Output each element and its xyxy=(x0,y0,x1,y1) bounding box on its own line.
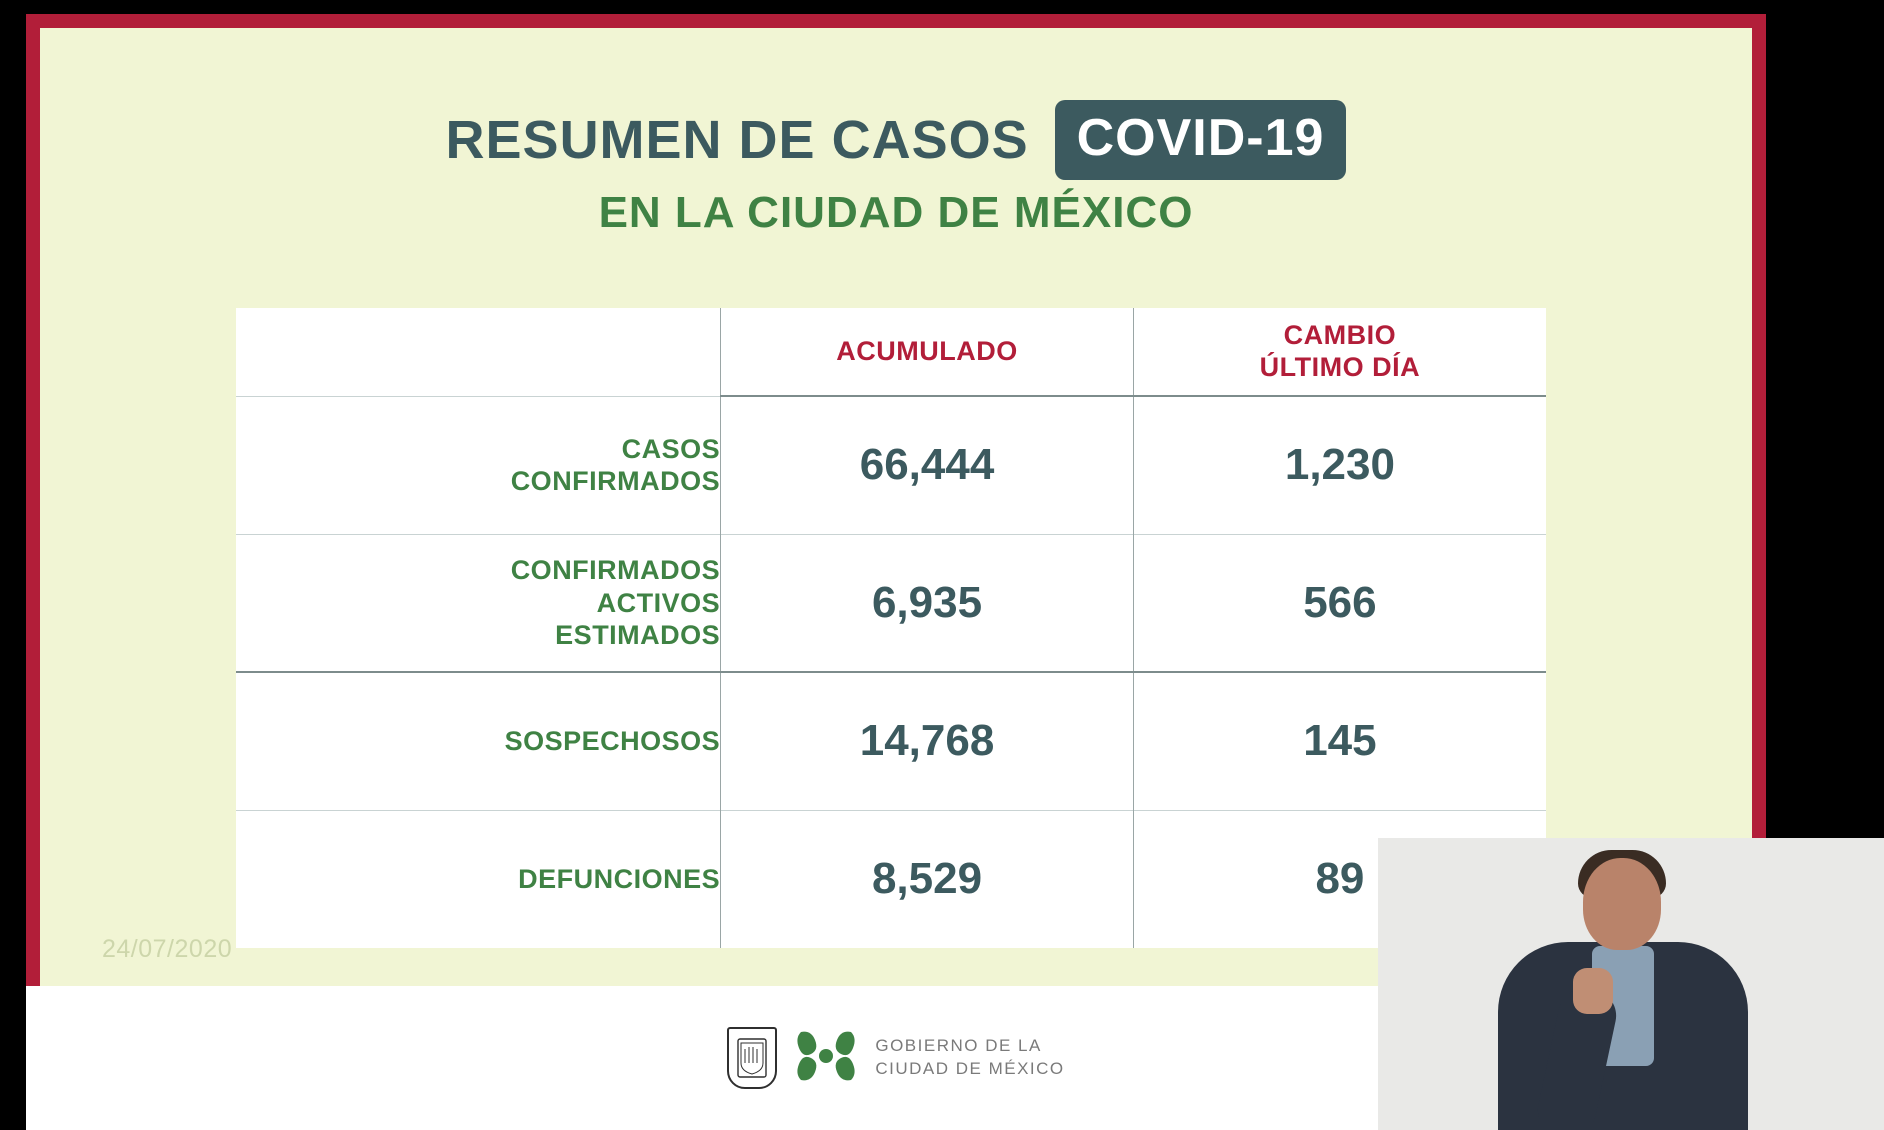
page-subtitle: EN LA CIUDAD DE MÉXICO xyxy=(598,188,1194,237)
header-acumulado: ACUMULADO xyxy=(721,308,1134,396)
header-cambio-line1: CAMBIO xyxy=(1283,320,1397,351)
row-label-line2: ACTIVOS xyxy=(596,587,721,618)
table-row xyxy=(236,396,1546,534)
value-confirmados-activos-acumulado: 6,935 xyxy=(721,534,1134,672)
footer-line2: CIUDAD DE MÉXICO xyxy=(875,1059,1065,1078)
value-sospechosos-cambio: 145 xyxy=(1133,672,1546,810)
footer-government-text xyxy=(875,1035,1064,1081)
footer-line1: GOBIERNO DE LA xyxy=(875,1036,1042,1056)
row-label-line1: CONFIRMADOS xyxy=(510,555,721,586)
row-label-line1: DEFUNCIONES xyxy=(518,864,721,895)
header-cambio-line2: ÚLTIMO DÍA xyxy=(1259,351,1421,382)
cdmx-shield-icon xyxy=(727,1027,777,1089)
row-label-line3: ESTIMADOS xyxy=(555,619,721,650)
table-row xyxy=(236,810,1546,948)
value-casos-confirmados-cambio: 1,230 xyxy=(1133,396,1546,534)
summary-table-panel xyxy=(236,308,1546,948)
row-label-casos-confirmados xyxy=(236,396,721,534)
value-casos-confirmados-acumulado: 66,444 xyxy=(721,396,1134,534)
row-label-line1: CASOS xyxy=(621,433,721,464)
summary-table xyxy=(236,308,1546,948)
row-label-sospechosos xyxy=(236,672,721,810)
table-header-row xyxy=(236,308,1546,396)
row-label-confirmados-activos-estimados xyxy=(236,534,721,672)
covid-badge: COVID-19 xyxy=(1055,100,1347,180)
date-stamp: 24/07/2020 xyxy=(102,935,233,963)
value-confirmados-activos-cambio: 566 xyxy=(1133,534,1546,672)
sign-language-interpreter-video xyxy=(1378,838,1884,1130)
row-label-line1: SOSPECHOSOS xyxy=(504,726,721,757)
table-row xyxy=(236,534,1546,672)
value-defunciones-cambio: 89 xyxy=(1133,810,1546,948)
row-label-line2: CONFIRMADOS xyxy=(510,466,721,496)
page-title xyxy=(40,100,1752,180)
cdmx-logo-icon xyxy=(795,1026,857,1091)
interpreter-head xyxy=(1583,858,1661,950)
interpreter-hand xyxy=(1573,968,1613,1014)
value-sospechosos-acumulado: 14,768 xyxy=(721,672,1134,810)
title-main-text: RESUMEN DE CASOS xyxy=(445,110,1029,170)
header-cambio-ultimo-dia xyxy=(1133,308,1546,396)
row-label-defunciones xyxy=(236,810,721,948)
value-defunciones-acumulado: 8,529 xyxy=(721,810,1134,948)
header-blank xyxy=(236,308,721,396)
table-row xyxy=(236,672,1546,810)
